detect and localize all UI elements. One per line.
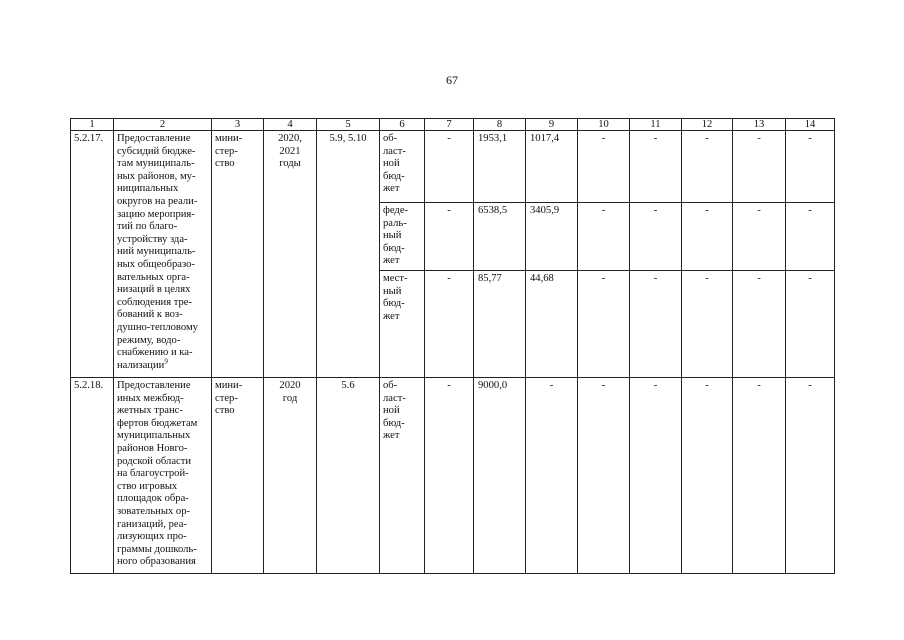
header-cell: 2 (114, 119, 212, 131)
funding-source: феде- раль- ный бюд- жет (380, 203, 425, 271)
header-cell: 8 (474, 119, 526, 131)
value-cell: 44,68 (526, 270, 578, 377)
value-cell: 6538,5 (474, 203, 526, 271)
funding-source: мест- ный бюд- жет (380, 270, 425, 377)
value-cell: - (682, 131, 733, 203)
value-cell: 9000,0 (474, 377, 526, 573)
value-cell: - (786, 270, 835, 377)
value-cell: - (425, 377, 474, 573)
header-cell: 10 (578, 119, 630, 131)
header-cell: 1 (71, 119, 114, 131)
value-cell: - (630, 131, 682, 203)
value-cell: - (630, 203, 682, 271)
value-cell: - (425, 131, 474, 203)
header-cell: 3 (212, 119, 264, 131)
value-cell: 3405,9 (526, 203, 578, 271)
value-cell: - (526, 377, 578, 573)
value-cell: - (682, 203, 733, 271)
period: 2020, 2021 годы (264, 131, 317, 378)
value-cell: 85,77 (474, 270, 526, 377)
value-cell: - (682, 270, 733, 377)
header-cell: 13 (733, 119, 786, 131)
value-cell: - (786, 203, 835, 271)
funding-source: об- ласт- ной бюд- жет (380, 377, 425, 573)
header-cell: 6 (380, 119, 425, 131)
value-cell: - (578, 270, 630, 377)
header-cell: 4 (264, 119, 317, 131)
header-cell: 5 (317, 119, 380, 131)
targets: 5.6 (317, 377, 380, 573)
value-cell: - (786, 377, 835, 573)
header-cell: 14 (786, 119, 835, 131)
value-cell: - (733, 131, 786, 203)
executor: мини- стер- ство (212, 377, 264, 573)
value-cell: - (578, 131, 630, 203)
value-cell: - (425, 270, 474, 377)
item-name (114, 131, 212, 378)
page-number: 67 (446, 73, 458, 87)
value-cell: - (630, 270, 682, 377)
item-name-text: Предоставление субсидий бюдже- там муниципаль- ных районов, му- ниципальных округов на реали- зацию мероприя- тий по благо- устройству зда- ний муниципаль- ных общеобразо- вательных орга- низаций в целях соблюдения тре- бований к воз- душно-тепловому режиму, водо- снабжению и ка- нализации (117, 133, 198, 371)
header-cell: 7 (425, 119, 474, 131)
item-number: 5.2.17. (71, 131, 114, 378)
value-cell: - (786, 131, 835, 203)
value-cell: - (578, 377, 630, 573)
funding-source: об- ласт- ной бюд- жет (380, 131, 425, 203)
header-cell: 11 (630, 119, 682, 131)
value-cell: - (578, 203, 630, 271)
table-row (71, 377, 835, 573)
budget-table (70, 118, 835, 574)
header-cell: 9 (526, 119, 578, 131)
value-cell: 1953,1 (474, 131, 526, 203)
targets: 5.9, 5.10 (317, 131, 380, 378)
item-number: 5.2.18. (71, 377, 114, 573)
period: 2020 год (264, 377, 317, 573)
header-cell: 12 (682, 119, 733, 131)
header-row (71, 119, 835, 131)
value-cell: - (682, 377, 733, 573)
footnote-mark: 9 (164, 357, 168, 366)
executor: мини- стер- ство (212, 131, 264, 378)
value-cell: - (733, 203, 786, 271)
table-row (71, 131, 835, 203)
value-cell: - (733, 270, 786, 377)
value-cell: 1017,4 (526, 131, 578, 203)
value-cell: - (425, 203, 474, 271)
value-cell: - (630, 377, 682, 573)
item-name: Предоставление иных межбюд- жетных транс- фертов бюджетам муниципальных районов Новго- родской области на благоустрой- ство игровых площадок обра- зовательных ор- ганизаций, реа- лизующих про- граммы дошколь- ного образования (114, 377, 212, 573)
value-cell: - (733, 377, 786, 573)
